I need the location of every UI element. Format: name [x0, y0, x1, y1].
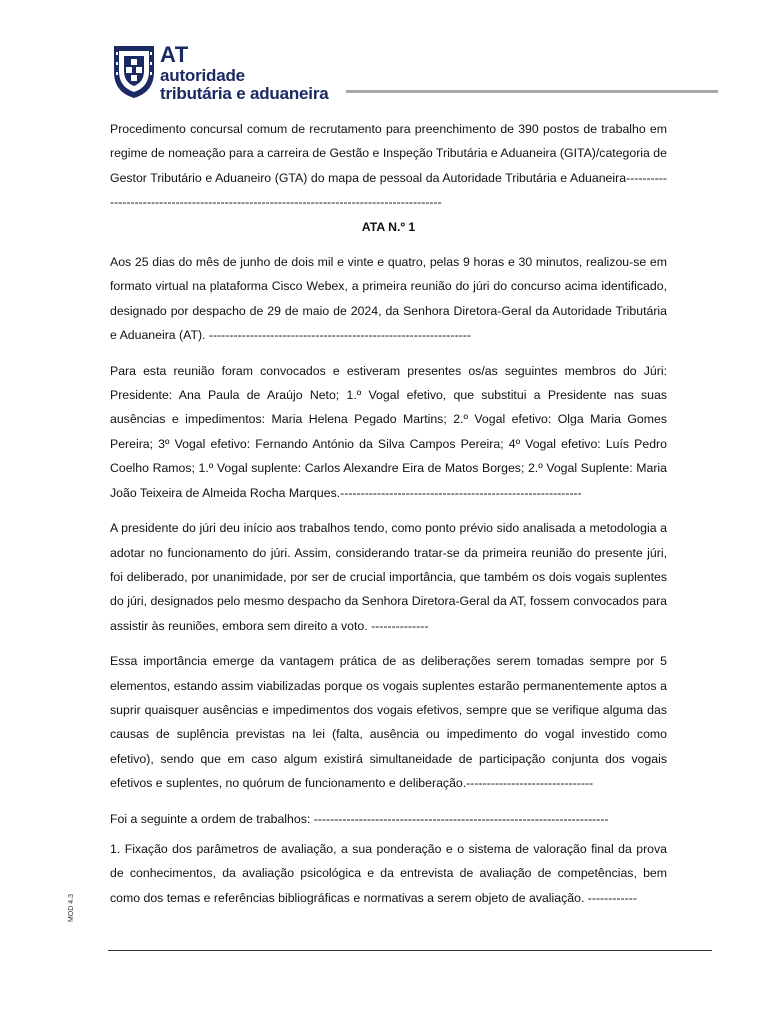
paragraph-agenda-item-1: 1. Fixação dos parâmetros de avaliação, a sua ponderação e o sistema de valoração final da prova de conhecimentos, da avaliação psicológica e da entrevista de avaliação de competências, bem como dos temas e referências bibliográficas e normativas a serem objeto de avaliação. ------------: [110, 841, 667, 905]
logo-abbrev: AT: [160, 42, 189, 67]
document-title: ATA N.º 1: [361, 219, 416, 234]
paragraph-agenda-heading: Foi a seguinte a ordem de trabalhos: ------------------------------------------------------------------------: [110, 811, 609, 826]
paragraph-methodology: A presidente do júri deu início aos trabalhos tendo, como ponto prévio sido analisada a metodologia a adotar no funcionamento do júri. Assim, considerando tratar-se da primeira reunião do presente júri, foi deliberado, por unanimidade, por ser de crucial importância, que também os dois vogais suplentes do júri, designados pelo mesmo despacho da Senhora Diretora-Geral da AT, fossem convocados para assistir às reuniões, embora sem direito a voto. --------------: [110, 521, 667, 633]
document-body: [110, 117, 667, 910]
paragraph-members: Para esta reunião foram convocados e estiveram presentes os/as seguintes membros do Júri: Presidente: Ana Paula de Araújo Neto; 1.º Vogal efetivo, que substitui a Presidente nas suas ausências e impedimentos: Maria Helena Pegado Martins; 2.º Vogal efetivo: Olga Maria Gomes Pereira; 3º Vogal efetivo: Fernando António da Silva Campos Pereira; 4º Vogal efetivo: Luís Pedro Coelho Ramos; 1.º Vogal suplente: Carlos Alexandre Eira de Matos Borges; 2.º Vogal Suplente: Maria João Teixeira de Almeida Rocha Marques.-----------------------------------------------------------: [110, 363, 667, 500]
form-code: MOD 4.3: [68, 893, 75, 922]
logo-line-2: tributária e aduaneira: [160, 84, 329, 103]
coat-of-arms-logo-icon: [110, 42, 158, 100]
logo-line-1: autoridade: [160, 66, 245, 85]
paragraph-importance: Essa importância emerge da vantagem prática de as deliberações serem tomadas sempre por 5 elementos, estando assim viabilizadas porque os vogais suplentes estarão permanentemente aptos a suprir quaisquer ausências e impedimentos dos vogais efetivos, sempre que se verifique alguma das causas de suplência previstas na lei (falta, ausência ou impedimento do vogal investido como efetivo), sendo que em caso algum existirá simultaneidade de participação conjunta dos vogais efetivos e suplentes, no quórum de funcionamento e deliberação.-------------------------------: [110, 654, 667, 791]
intro-paragraph: Procedimento concursal comum de recrutamento para preenchimento de 390 postos de trabalho em regime de nomeação para a carreira de Gestão e Inspeção Tributária e Aduaneira (GITA)/categoria de Gestor Tributário e Aduaneiro (GTA) do mapa de pessoal da Autoridade Tributária e Aduaneira-------------------------------------------------------------------------------------------: [110, 122, 667, 210]
paragraph-opening: Aos 25 dias do mês de junho de dois mil e vinte e quatro, pelas 9 horas e 30 minutos, realizou-se em formato virtual na plataforma Cisco Webex, a primeira reunião do júri do concurso acima identificado, designado por despacho de 29 de maio de 2024, da Senhora Diretora-Geral da Autoridade Tributária e Aduaneira (AT). ----------------------------------------------------------------: [110, 255, 667, 343]
logo-wordmark: [160, 44, 329, 102]
header-divider: [346, 90, 718, 93]
footer-divider: [108, 950, 712, 951]
page-header: [108, 40, 720, 102]
